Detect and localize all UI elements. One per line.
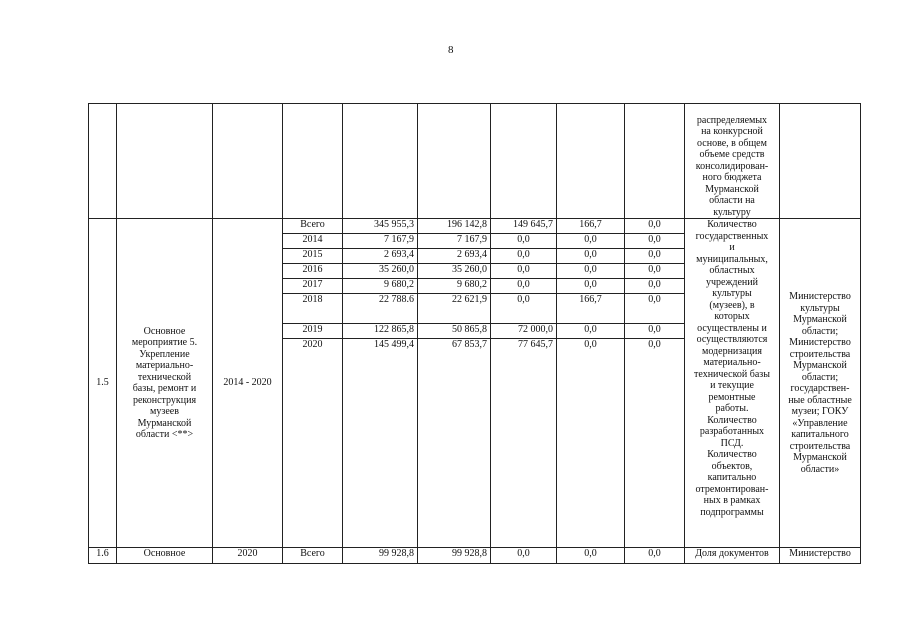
amount-cell: 122 865,8 [343, 324, 418, 339]
amount-cell: 2 693,4 [418, 249, 491, 264]
cell-empty [343, 104, 418, 219]
amount-cell: 166,7 [557, 294, 625, 324]
year-cell: 2016 [283, 264, 343, 279]
amount-cell: 0,0 [625, 548, 685, 564]
measure-name: Основное [117, 548, 213, 564]
amount-cell: 149 645,7 [491, 219, 557, 234]
table-row [89, 219, 861, 234]
amount-cell: 77 645,7 [491, 339, 557, 548]
amount-cell: 7 167,9 [343, 234, 418, 249]
cell-empty [283, 104, 343, 219]
amount-cell: 145 499,4 [343, 339, 418, 548]
amount-cell: 0,0 [491, 249, 557, 264]
year-cell: 2018 [283, 294, 343, 324]
amount-cell: 0,0 [625, 294, 685, 324]
cell-empty [117, 104, 213, 219]
amount-cell: 99 928,8 [343, 548, 418, 564]
amount-cell: 0,0 [557, 234, 625, 249]
amount-cell: 0,0 [557, 324, 625, 339]
amount-cell: 0,0 [491, 234, 557, 249]
amount-cell: 0,0 [625, 234, 685, 249]
amount-cell: 50 865,8 [418, 324, 491, 339]
amount-cell: 0,0 [625, 219, 685, 234]
year-cell: Всего [283, 219, 343, 234]
cell-empty [780, 104, 861, 219]
table-row [89, 548, 861, 564]
amount-cell: 9 680,2 [343, 279, 418, 294]
period: 2020 [213, 548, 283, 564]
cell-empty [491, 104, 557, 219]
page-number: 8 [448, 44, 454, 56]
cell-empty [418, 104, 491, 219]
year-cell: Всего [283, 548, 343, 564]
cell-empty [625, 104, 685, 219]
amount-cell: 0,0 [491, 548, 557, 564]
year-cell: 2017 [283, 279, 343, 294]
amount-cell: 0,0 [625, 279, 685, 294]
cell-empty [89, 104, 117, 219]
amount-cell: 0,0 [557, 548, 625, 564]
program-table [88, 103, 861, 564]
indicator-text: Количество государственных и муниципальных, областных учреждений культуры (музеев), в которых осуществлены и осуществляются модернизация материально- технической базы и текущие ремонтные работы. Количество разработанных ПСД. Количество объектов, капитально отремонтирован- ных в рамках подпрограммы [685, 219, 780, 548]
row-code: 1.5 [89, 219, 117, 548]
year-cell: 2014 [283, 234, 343, 249]
row-code: 1.6 [89, 548, 117, 564]
amount-cell: 35 260,0 [418, 264, 491, 279]
amount-cell: 72 000,0 [491, 324, 557, 339]
amount-cell: 196 142,8 [418, 219, 491, 234]
cell-empty [557, 104, 625, 219]
amount-cell: 2 693,4 [343, 249, 418, 264]
amount-cell: 0,0 [625, 249, 685, 264]
amount-cell: 0,0 [625, 339, 685, 548]
continuation-row [89, 104, 861, 219]
continuation-indicator-text: распределяемых на конкурсной основе, в общем объеме средств консолидирован- ного бюджета Мурманской области на культуру [685, 104, 780, 219]
year-cell: 2020 [283, 339, 343, 548]
amount-cell: 0,0 [625, 264, 685, 279]
year-cell: 2015 [283, 249, 343, 264]
amount-cell: 0,0 [557, 279, 625, 294]
amount-cell: 22 788.6 [343, 294, 418, 324]
indicator-text: Доля документов [685, 548, 780, 564]
amount-cell: 22 621,9 [418, 294, 491, 324]
amount-cell: 99 928,8 [418, 548, 491, 564]
amount-cell: 0,0 [491, 264, 557, 279]
amount-cell: 67 853,7 [418, 339, 491, 548]
executor-text: Министерство культуры Мурманской области; Министерство строительства Мурманской области; государствен- ные областные музеи; ГОКУ «Управление капитального строительства Мурманской области» [780, 219, 861, 548]
amount-cell: 166,7 [557, 219, 625, 234]
amount-cell: 345 955,3 [343, 219, 418, 234]
amount-cell: 0,0 [491, 279, 557, 294]
amount-cell: 0,0 [625, 324, 685, 339]
year-cell: 2019 [283, 324, 343, 339]
amount-cell: 0,0 [557, 249, 625, 264]
amount-cell: 0,0 [557, 339, 625, 548]
cell-empty [213, 104, 283, 219]
period: 2014 - 2020 [213, 219, 283, 548]
amount-cell: 35 260,0 [343, 264, 418, 279]
amount-cell: 7 167,9 [418, 234, 491, 249]
executor-text: Министерство [780, 548, 861, 564]
amount-cell: 9 680,2 [418, 279, 491, 294]
amount-cell: 0,0 [491, 294, 557, 324]
measure-name: Основное мероприятие 5. Укрепление материально- технической базы, ремонт и реконструкция музеев Мурманской области <**> [117, 219, 213, 548]
amount-cell: 0,0 [557, 264, 625, 279]
